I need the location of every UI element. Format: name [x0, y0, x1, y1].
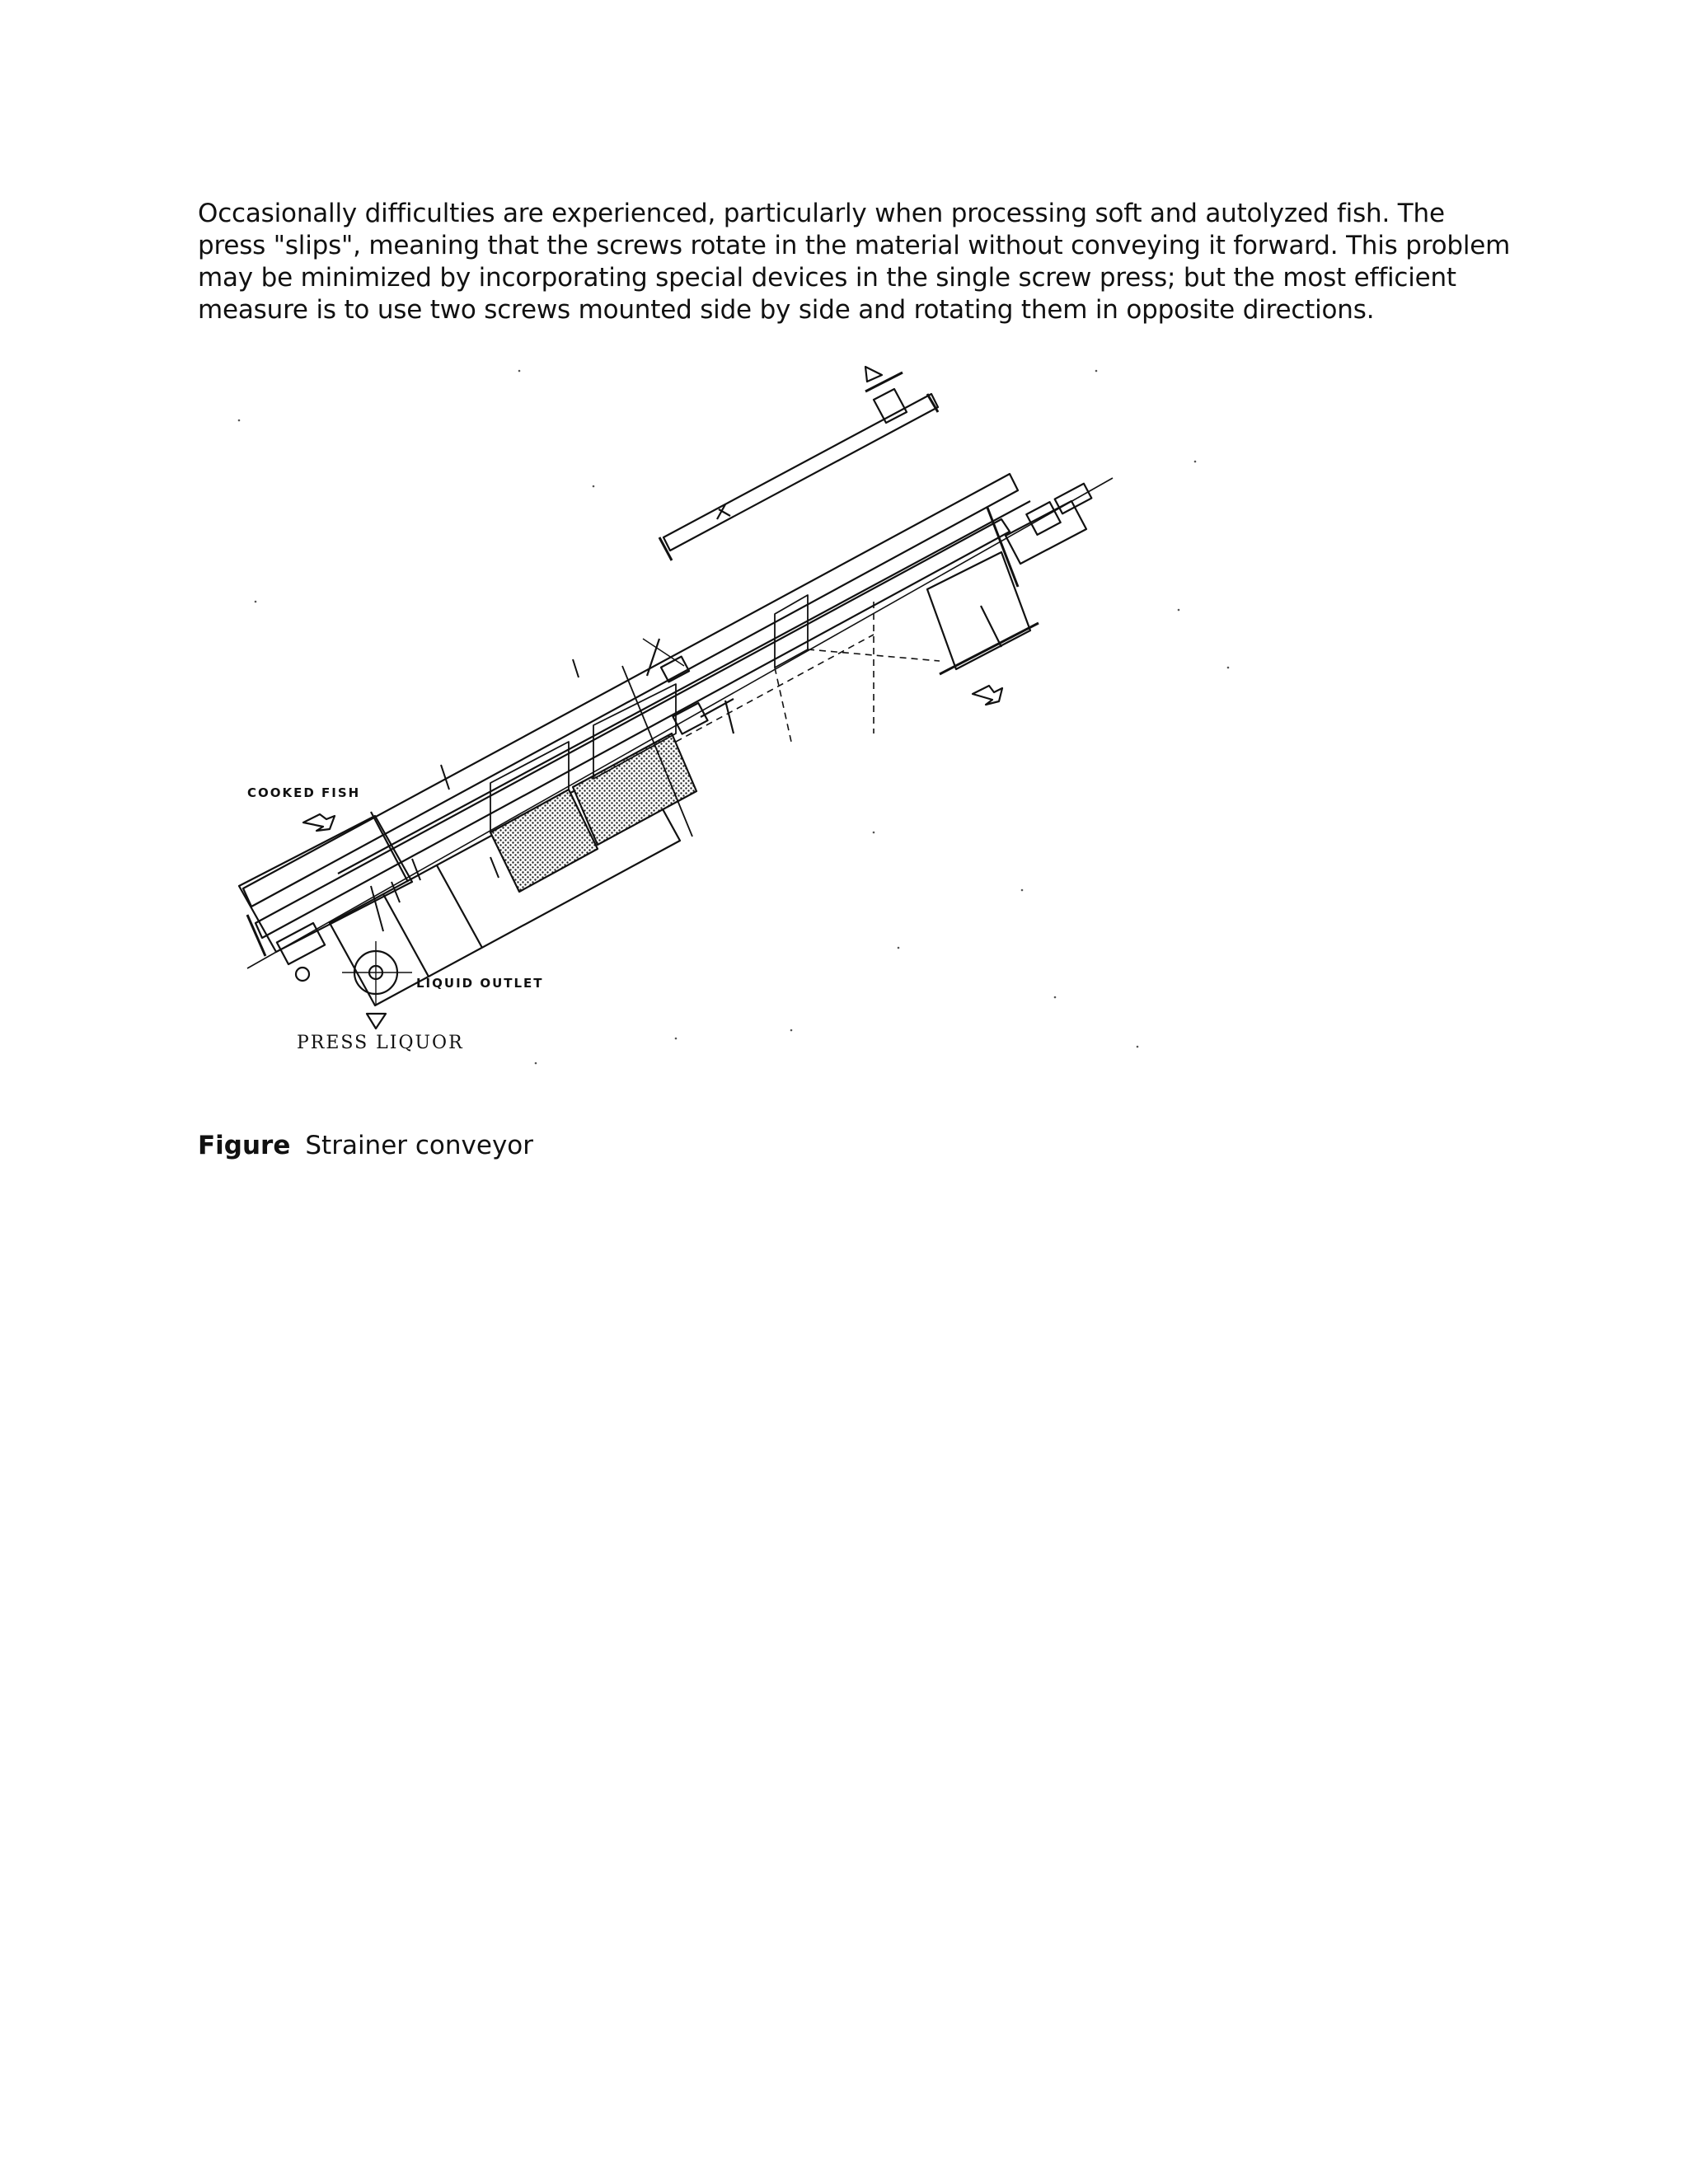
press-liquor-label: PRESS LIQUOR: [297, 1033, 464, 1053]
paragraph-line: Occasionally difficulties are experienced, particularly when processing soft and autolyzed fish. The: [198, 199, 1445, 228]
shaft-axis-line: [247, 478, 1113, 968]
caption-label: Figure: [198, 1131, 291, 1160]
figure-caption: [198, 1129, 533, 1162]
solids-outlet: [927, 552, 1039, 674]
paragraph-line: may be minimized by incorporating special devices in the single screw press; but the most efficient: [198, 263, 1456, 293]
strainer-conveyor-diagram: [198, 354, 1253, 1080]
paragraph-line: measure is to use two screws mounted side by side and rotating them in opposite directions.: [198, 295, 1375, 325]
overflow-pipe: [659, 373, 938, 560]
inlet-arrow-icon: [303, 814, 335, 831]
screw-flights: [371, 659, 579, 931]
paragraph-line: press "slips", meaning that the screws rotate in the material without conveying it forward. This problem: [198, 231, 1511, 260]
liquid-outlet-label: LIQUID OUTLET: [416, 976, 544, 991]
diagram-drawing: [198, 354, 1253, 1080]
caption-text: Strainer conveyor: [305, 1131, 534, 1160]
body-paragraph: [198, 198, 1517, 326]
scan-speckles: [238, 370, 1230, 1065]
drain-triangle-icon: [367, 1014, 386, 1029]
cooked-fish-label: COOKED FISH: [247, 785, 361, 800]
trough-casing: [243, 474, 1030, 938]
solids-outlet-arrow-icon: [973, 686, 1002, 705]
liquid-outlet-flange: [342, 941, 412, 1005]
vent-triangle-icon: [865, 367, 882, 382]
